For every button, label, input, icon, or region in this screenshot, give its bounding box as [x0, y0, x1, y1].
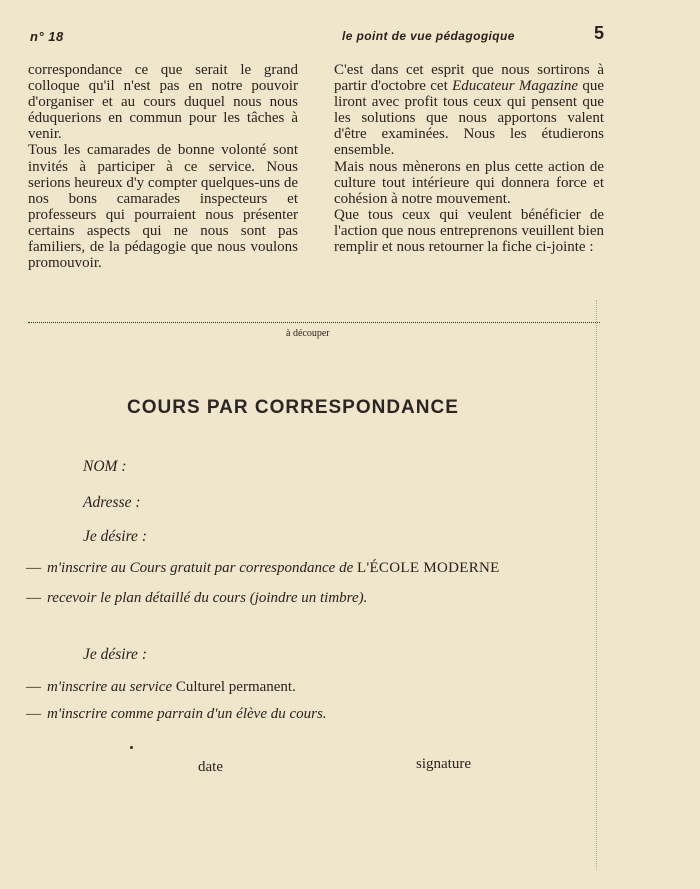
right-column	[334, 62, 604, 255]
cultural-service-name: Culturel permanent.	[175, 679, 296, 695]
issue-number: n° 18	[30, 29, 64, 44]
left-paragraph-1: correspondance ce que serait le grand colloque qu'il n'est pas en notre pouvoir d'organiser et au cours duquel nous nous éduquerions en commun pour les tâches à venir.	[28, 62, 298, 143]
cut-line	[28, 322, 600, 323]
option-receive-plan-text: recevoir le plan détaillé du cours (joindre un timbre).	[47, 590, 368, 606]
name-field-label[interactable]: NOM :	[83, 458, 127, 475]
option-dash: —	[26, 679, 41, 695]
option-dash: —	[26, 560, 41, 576]
print-speck	[130, 746, 133, 749]
option-receive-plan[interactable]	[26, 590, 367, 607]
option-sponsor-student[interactable]	[26, 706, 327, 723]
option-enroll-course-text: m'inscrire au Cours gratuit par correspondance de	[47, 560, 357, 576]
desire-label-2: Je désire :	[83, 646, 147, 663]
option-cultural-service-text: m'inscrire au service	[47, 679, 176, 695]
desire-label-1: Je désire :	[83, 528, 147, 545]
right-paragraph-1-end: que liront avec profit tous ceux qui pensent que les solutions que nous apportons valent d'être examinées. Nous les étudierons ensemble.	[334, 78, 604, 159]
address-field-label[interactable]: Adresse :	[83, 494, 141, 511]
page-number: 5	[594, 23, 605, 43]
magazine-title: Educateur Magazine	[452, 78, 579, 95]
date-field-label[interactable]: date	[198, 759, 223, 775]
section-title: le point de vue pédagogique	[342, 29, 515, 43]
margin-dotted-line	[596, 300, 597, 870]
right-paragraph-3: Que tous ceux qui veulent bénéficier de l'action que nous entreprenons veuillent bien remplir et nous retourner la fiche ci-jointe :	[334, 206, 604, 256]
cut-label: à découper	[286, 328, 330, 339]
option-dash: —	[26, 590, 41, 606]
ecole-moderne-name: L'ÉCOLE MODERNE	[357, 560, 500, 576]
form-title: COURS PAR CORRESPONDANCE	[127, 397, 459, 418]
left-paragraph-2: Tous les camarades de bonne volonté sont invités à participer à ce service. Nous serions heureux d'y compter quelques-uns de nos bons camarades inspecteurs et professeurs qui pourraient nous présenter certains aspects qui ne nous sont pas familiers, de la pédagogie que nous voulons promouvoir.	[28, 142, 298, 272]
right-paragraph-1-start: C'est dans cet esprit que nous sortirons à partir d'octobre cet	[334, 62, 604, 95]
option-enroll-course[interactable]	[26, 560, 500, 577]
signature-field-label[interactable]: signature	[416, 756, 471, 772]
option-sponsor-student-text: m'inscrire comme parrain d'un élève du cours.	[47, 706, 327, 722]
option-cultural-service[interactable]	[26, 679, 296, 696]
right-paragraph-2: Mais nous mènerons en plus cette action de culture tout intérieure qui donnera force et cohésion à notre mouvement.	[334, 158, 604, 207]
right-paragraph-1	[334, 62, 604, 159]
left-column	[28, 62, 298, 271]
option-dash: —	[26, 706, 41, 722]
